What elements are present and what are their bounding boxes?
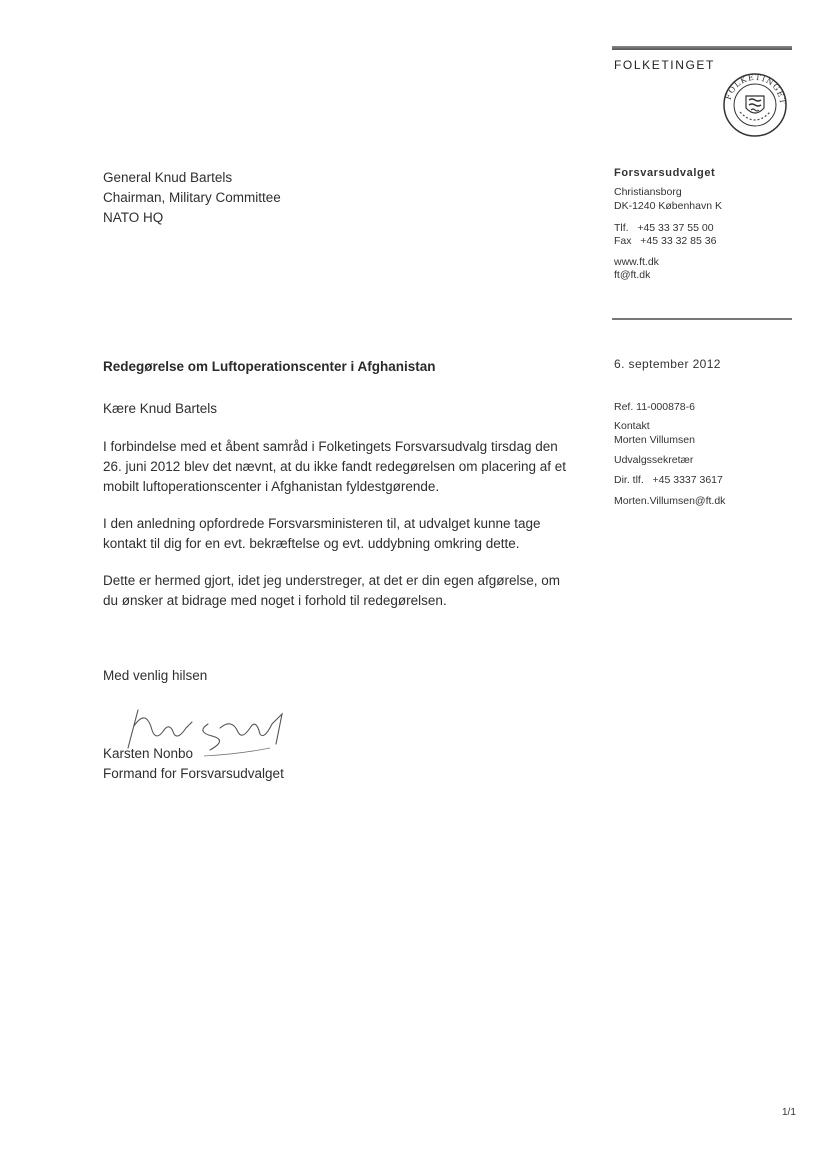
paragraph-line: I den anledning opfordrede Forsvarsministeren til, at udvalget kunne tage [103,516,541,531]
website: www.ft.dk [614,256,659,268]
contact-name: Morten Villumsen [614,434,695,446]
address-line-2: DK-1240 København K [614,200,722,212]
svg-text:FOLKETINGET: FOLKETINGET [723,72,788,106]
paragraph-line: mobilt luftoperationscenter i Afghanistan fyldestgørende. [103,479,440,494]
reference-number: Ref. 11-000878-6 [614,401,695,413]
paragraph-line: kontakt til dig for en evt. bekræftelse og evt. uddybning omkring dette. [103,536,520,551]
signer-title: Formand for Forsvarsudvalget [103,766,284,781]
top-rule [612,46,792,50]
direct-phone: Dir. tlf. +45 3337 3617 [614,474,723,486]
page-number: 1/1 [782,1107,796,1118]
paragraph-line: 26. juni 2012 blev det nævnt, at du ikke fandt redegørelsen om placering af et [103,459,567,474]
paragraph-2 [103,514,583,554]
committee-name: Forsvarsudvalget [614,167,716,179]
contact-role: Udvalgssekretær [614,454,694,466]
letter-date: 6. september 2012 [614,357,721,371]
paragraph-1 [103,437,583,497]
paragraph-3 [103,571,583,611]
contact-email: Morten.Villumsen@ft.dk [614,495,726,507]
contact-email-general: ft@ft.dk [614,269,651,281]
fax-number: Fax +45 33 32 85 36 [614,235,717,247]
greeting: Kære Knud Bartels [103,401,218,416]
letter-subject: Redegørelse om Luftoperationscenter i Afghanistan [103,359,436,374]
phone-number: Tlf. +45 33 37 55 00 [614,222,714,234]
parliament-seal-icon [722,72,788,138]
paragraph-line: I forbindelse med et åbent samråd i Folketingets Forsvarsudvalg tirsdag den [103,439,558,454]
signer-name: Karsten Nonbo [103,746,194,761]
section-rule [612,318,792,320]
recipient-block [103,168,281,228]
paragraph-line: Dette er hermed gjort, idet jeg understreger, at det er din egen afgørelse, om [103,573,561,588]
signer-block [103,744,284,784]
recipient-name: General Knud Bartels [103,170,233,185]
organization-name: FOLKETINGET [614,58,715,72]
contact-label: Kontakt [614,420,650,432]
closing: Med venlig hilsen [103,668,208,683]
paragraph-line: du ønsker at bidrage med noget i forhold til redegørelsen. [103,593,447,608]
address-line-1: Christiansborg [614,186,682,198]
recipient-title: Chairman, Military Committee [103,190,281,205]
recipient-organization: NATO HQ [103,210,164,225]
